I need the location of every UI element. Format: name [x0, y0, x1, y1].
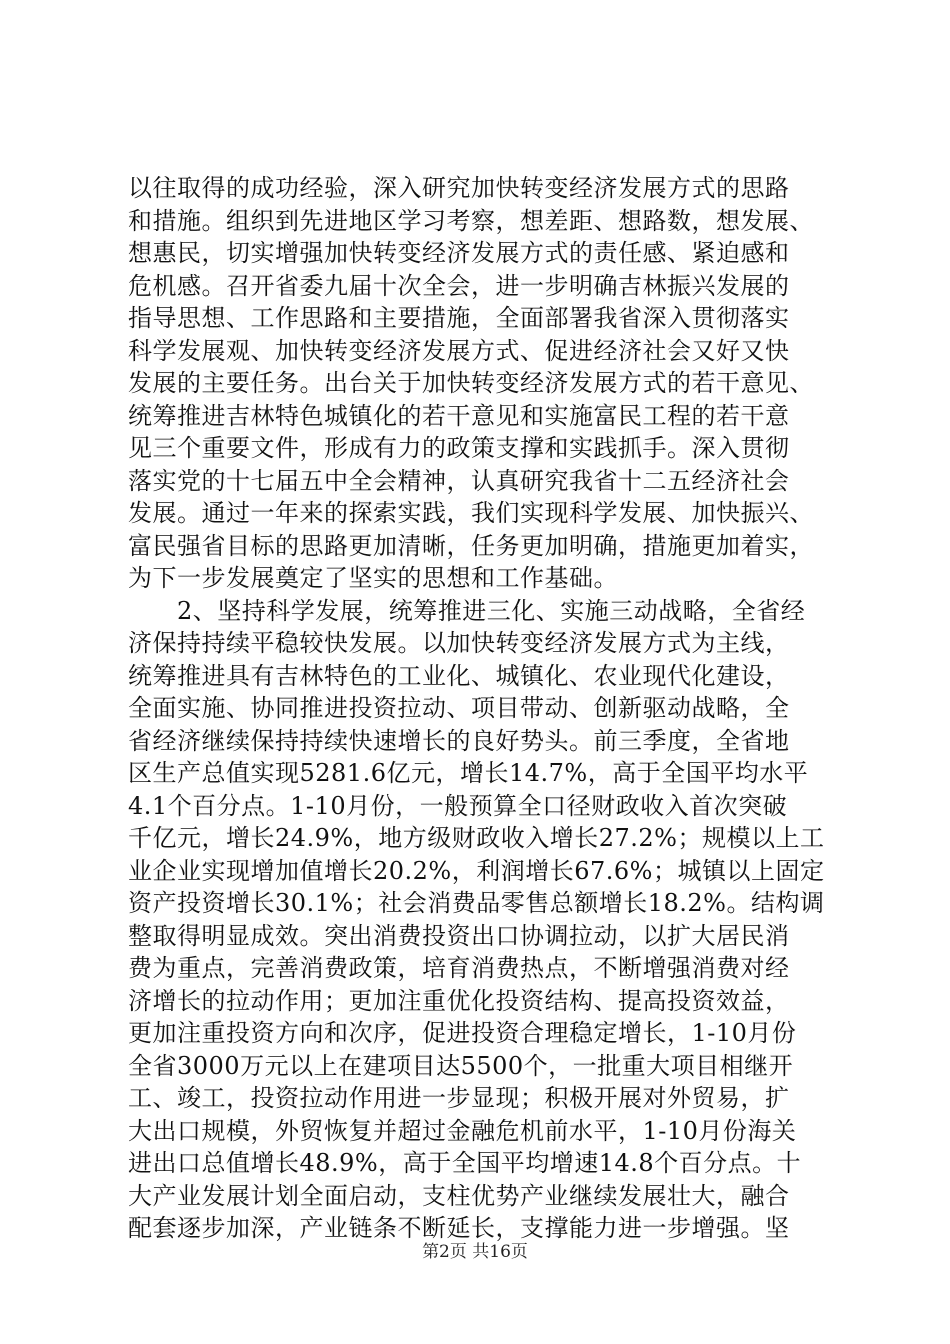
text-line: 区生产总值实现5281.6亿元，增长14.7%，高于全国平均水平	[128, 759, 809, 787]
text-line: 千亿元，增长24.9%，地方级财政收入增长27.2%；规模以上工	[128, 824, 825, 852]
text-line: 统筹推进具有吉林特色的工业化、城镇化、农业现代化建设，	[128, 661, 790, 690]
text-line: 落实党的十七届五中全会精神，认真研究我省十二五经济社会	[128, 466, 790, 495]
text-line: 以往取得的成功经验，深入研究加快转变经济发展方式的思路	[128, 174, 790, 202]
text-line: 全面实施、协同推进投资拉动、项目带动、创新驱动战略，全	[128, 694, 790, 722]
text-line: 发展。通过一年来的探索实践，我们实现科学发展、加快振兴、	[128, 499, 814, 527]
text-line: 济保持持续平稳较快发展。以加快转变经济发展方式为主线，	[128, 629, 790, 657]
text-line: 4.1个百分点。1-10月份，一般预算全口径财政收入首次突破	[128, 791, 788, 820]
text-line: 见三个重要文件，形成有力的政策支撑和实践抓手。深入贯彻	[128, 434, 790, 462]
text-line: 指导思想、工作思路和主要措施，全面部署我省深入贯彻落实	[128, 304, 790, 332]
text-line: 想惠民，切实增强加快转变经济发展方式的责任感、紧迫感和	[128, 239, 790, 267]
body-text	[128, 172, 828, 1245]
text-line: 省经济继续保持持续快速增长的良好势头。前三季度，全省地	[128, 726, 790, 755]
text-line: 配套逐步加深，产业链条不断延长，支撑能力进一步增强。坚	[128, 1214, 790, 1242]
text-line: 科学发展观、加快转变经济发展方式、促进经济社会又好又快	[128, 336, 790, 365]
page-footer: 第2页 共16页	[422, 1242, 528, 1262]
text-line: 为下一步发展奠定了坚实的思想和工作基础。	[128, 564, 618, 592]
text-line: 工、竣工，投资拉动作用进一步显现；积极开展对外贸易，扩	[128, 1084, 790, 1112]
text-line: 大出口规模，外贸恢复并超过金融危机前水平，1-10月份海关	[128, 1116, 797, 1145]
text-line: 大产业发展计划全面启动，支柱优势产业继续发展壮大，融合	[128, 1181, 790, 1210]
text-line: 全省3000万元以上在建项目达5500个，一批重大项目相继开	[128, 1051, 794, 1080]
text-line: 济增长的拉动作用；更加注重优化投资结构、提高投资效益，	[128, 986, 790, 1015]
text-line: 进出口总值增长48.9%，高于全国平均增速14.8个百分点。十	[128, 1149, 802, 1177]
text-line: 业企业实现增加值增长20.2%，利润增长67.6%；城镇以上固定	[128, 856, 825, 885]
text-line: 资产投资增长30.1%；社会消费品零售总额增长18.2%。结构调	[128, 889, 825, 917]
text-line: 费为重点，完善消费政策，培育消费热点，不断增强消费对经	[128, 954, 790, 982]
text-line: 富民强省目标的思路更加清晰，任务更加明确，措施更加着实，	[128, 531, 814, 560]
text-line: 发展的主要任务。出台关于加快转变经济发展方式的若干意见、	[128, 369, 814, 397]
text-line: 整取得明显成效。突出消费投资出口协调拉动，以扩大居民消	[128, 921, 790, 950]
text-line: 统筹推进吉林特色城镇化的若干意见和实施富民工程的若干意	[128, 401, 790, 430]
text-line: 更加注重投资方向和次序，促进投资合理稳定增长，1-10月份	[128, 1019, 797, 1047]
text-line: 和措施。组织到先进地区学习考察，想差距、想路数，想发展、	[128, 206, 814, 235]
text-line: 2、坚持科学发展，统筹推进三化、实施三动战略，全省经	[128, 596, 806, 625]
text-line: 危机感。召开省委九届十次全会，进一步明确吉林振兴发展的	[128, 271, 790, 300]
